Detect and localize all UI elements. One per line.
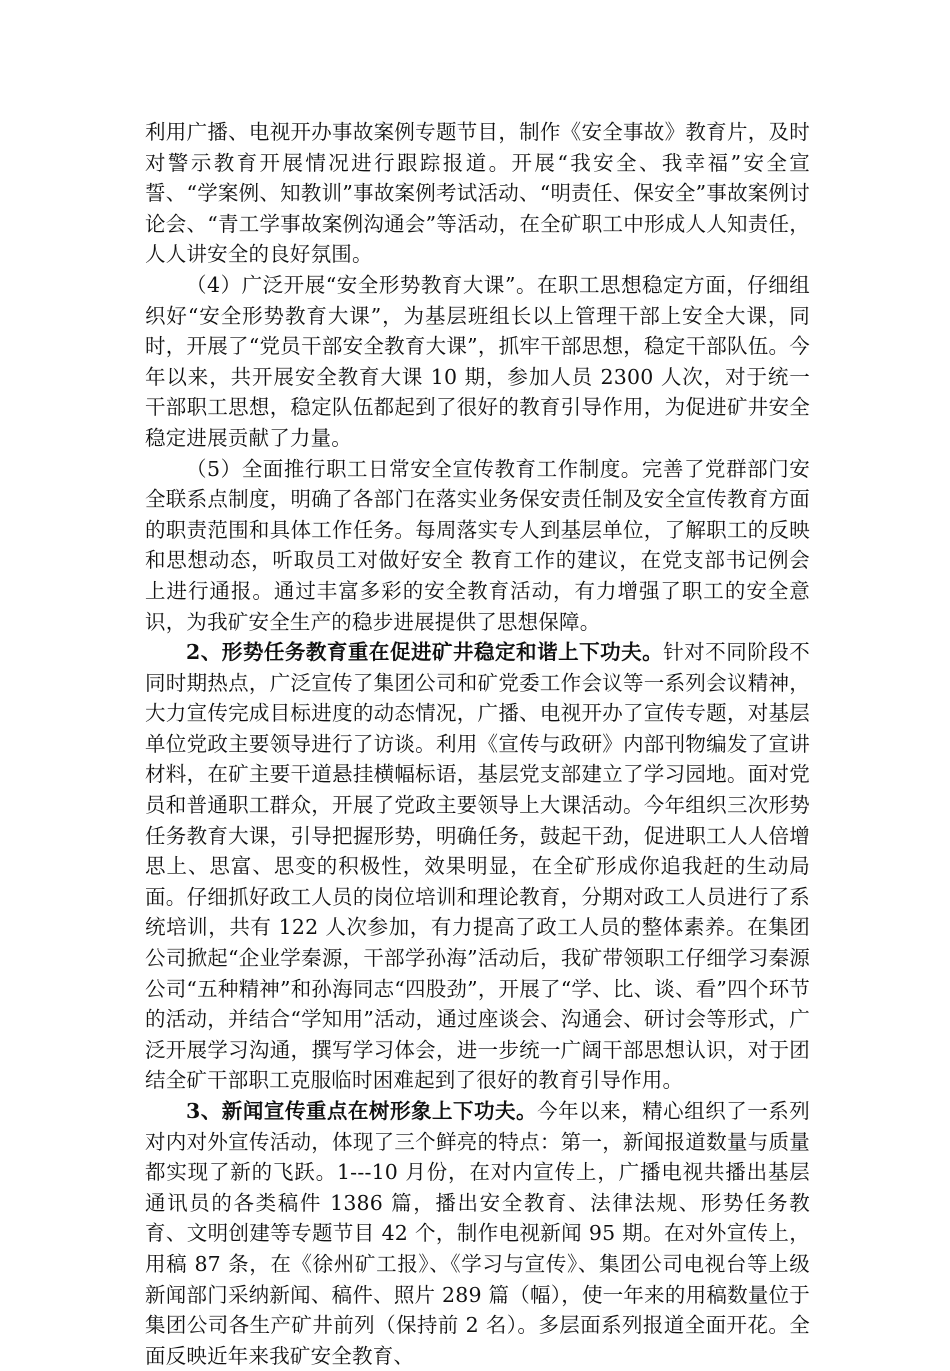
paragraph-5-text: 今年以来，精心组织了一系列对内对外宣传活动，体现了三个鲜亮的特点：第一，新闻报道数量与质量都实现了新的飞跃。1---10 月份，在对内宣传上，广播电视共播出基层通讯员的各类稿件 1386 篇，播出安全教育、法律法规、形势任务教育、文明创建等专题节目 42 个，制作电视新闻 95 期。在对外宣传上，用稿 87 条，在《徐州矿工报》、《学习与宣传》、集团公司电视台等上级新闻部门采纳新闻、稿件、照片 289 篇（幅），使一年来的用稿数量位于集团公司各生产矿井前列（保持前 2 名）。多层面系列报道全面开花。全面反映近年来我矿安全教育、 — [145, 1099, 810, 1368]
paragraph-1-text: 利用广播、电视开办事故案例专题节目，制作《安全事故》教育片，及时对警示教育开展情况进行跟踪报道。开展“我安全、我幸福”安全宣誓、“学案例、知教训”事故案例考试活动、“明责任、保安全”事故案例讨论会、“青工学事故案例沟通会”等活动，在全矿职工中形成人人知责任，人人讲安全的良好氛围。 — [145, 120, 810, 267]
paragraph-3 — [145, 454, 810, 638]
paragraph-4 — [145, 637, 810, 1096]
paragraph-3-text: （5）全面推行职工日常安全宣传教育工作制度。完善了党群部门安全联系点制度，明确了各部门在落实业务保安责任制及安全宣传教育方面的职责范围和具体工作任务。每周落实专人到基层单位，了解职工的反映和思想动态，听取员工对做好安全 教育工作的建议，在党支部书记例会上进行通报。通过丰富多彩的安全教育活动，有力增强了职工的安全意识，为我矿安全生产的稳步进展提供了思想保障。 — [145, 456, 810, 634]
section-3-heading: 3、新闻宣传重点在树形象上下功夫。 — [186, 1099, 538, 1123]
paragraph-2-text: （4）广泛开展“安全形势教育大课”。在职工思想稳定方面，仔细组织好“安全形势教育大课”，为基层班组长以上管理干部上安全大课，同时，开展了“党员干部安全教育大课”，抓牢干部思想，稳定干部队伍。今年以来，共开展安全教育大课 10 期，参加人员 2300 人次，对于统一干部职工思想，稳定队伍都起到了很好的教育引导作用，为促进矿井安全稳定进展贡献了力量。 — [145, 272, 810, 450]
document-page — [145, 117, 810, 1371]
paragraph-5 — [145, 1096, 810, 1371]
paragraph-1 — [145, 117, 810, 270]
paragraph-4-text: 针对不同阶段不同时期热点，广泛宣传了集团公司和矿党委工作会议等一系列会议精神，大力宣传完成目标进度的动态情况，广播、电视开办了宣传专题，对基层单位党政主要领导进行了访谈。利用《宣传与政研》内部刊物编发了宣讲材料，在矿主要干道悬挂横幅标语，基层党支部建立了学习园地。面对党员和普通职工群众，开展了党政主要领导上大课活动。今年组织三次形势任务教育大课，引导把握形势，明确任务，鼓起干劲，促进职工人人倍增思上、思富、思变的积极性，效果明显，在全矿形成你追我赶的生动局面。仔细抓好政工人员的岗位培训和理论教育，分期对政工人员进行了系统培训，共有 122 人次参加，有力提高了政工人员的整体素养。在集团公司掀起“企业学秦源，干部学孙海”活动后，我矿带领职工仔细学习秦源公司“五种精神”和孙海同志“四股劲”，开展了“学、比、谈、看”四个环节的活动，并结合“学知用”活动，通过座谈会、沟通会、研讨会等形式，广泛开展学习沟通，撰写学习体会，进一步统一广阔干部思想认识，对于团结全矿干部职工克服临时困难起到了很好的教育引导作用。 — [145, 640, 810, 1093]
paragraph-2 — [145, 270, 810, 454]
section-2-heading: 2、形势任务教育重在促进矿井稳定和谐上下功夫。 — [186, 640, 664, 665]
